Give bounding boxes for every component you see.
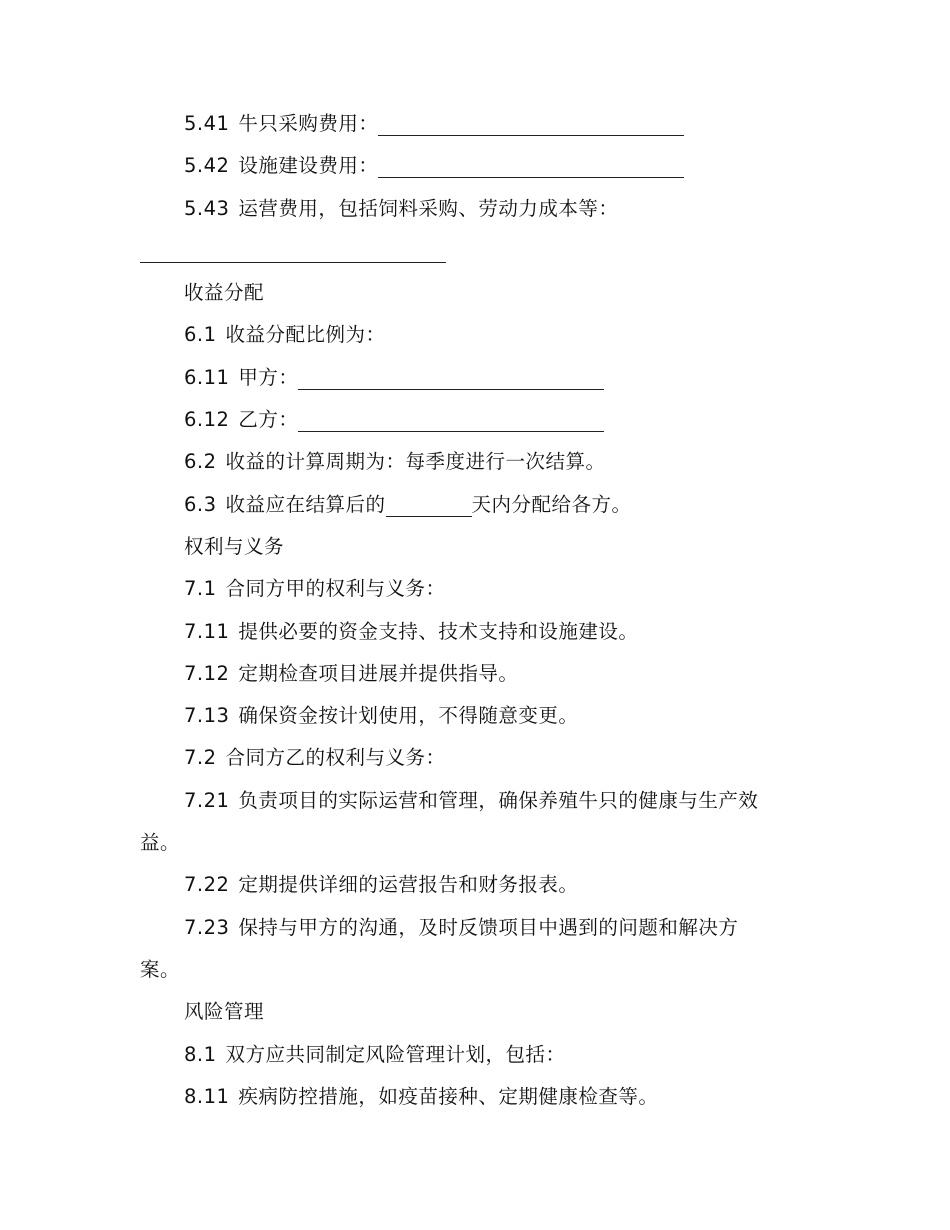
clause-text: 提供必要的资金支持、技术支持和设施建设。 — [238, 619, 639, 643]
clause-text: 定期检查项目进展并提供指导。 — [238, 661, 519, 685]
clause-text: 设施建设费用： — [238, 154, 379, 178]
fill-in-blank[interactable] — [386, 494, 472, 517]
clause-number: 5.41 — [184, 112, 230, 135]
fill-in-blank[interactable] — [378, 155, 684, 178]
clause-text: 疾病防控措施，如疫苗接种、定期健康检查等。 — [238, 1084, 659, 1108]
clause-5-43-blank-line — [140, 230, 810, 272]
clause-number: 5.42 — [184, 154, 230, 178]
clause-number: 7.2 — [184, 746, 217, 770]
clause-number: 7.11 — [184, 619, 230, 643]
clause-text: 乙方： — [238, 408, 299, 432]
clause-number: 6.3 — [184, 492, 217, 516]
clause-5-42 — [140, 145, 810, 187]
clause-7-1 — [140, 568, 810, 610]
clause-5-43 — [140, 188, 810, 230]
fill-in-blank[interactable] — [140, 240, 446, 263]
clause-number: 8.1 — [184, 1042, 217, 1066]
clause-number: 5.43 — [184, 196, 230, 220]
clause-8-1 — [140, 1034, 810, 1076]
clause-6-1 — [140, 314, 810, 356]
clause-7-22 — [140, 864, 810, 906]
clause-number: 7.23 — [184, 915, 230, 939]
clause-text: 合同方甲的权利与义务： — [225, 577, 446, 601]
clause-text: 定期提供详细的运营报告和财务报表。 — [238, 873, 579, 897]
clause-7-23 — [140, 907, 810, 949]
clause-number: 7.21 — [184, 788, 230, 812]
clause-text: 负责项目的实际运营和管理，确保养殖牛只的健康与生产效 — [238, 788, 759, 812]
clause-text: 合同方乙的权利与义务： — [225, 746, 446, 770]
clause-number: 6.11 — [184, 365, 230, 389]
fill-in-blank[interactable] — [378, 113, 684, 136]
clause-number: 7.22 — [184, 873, 230, 897]
clause-5-41 — [140, 103, 810, 145]
clause-number: 7.13 — [184, 704, 230, 728]
clause-text: 运营费用，包括饲料采购、劳动力成本等： — [238, 196, 619, 220]
clause-7-11 — [140, 611, 810, 653]
clause-text: 收益分配比例为： — [225, 323, 386, 347]
clause-7-2 — [140, 737, 810, 779]
clause-number: 7.12 — [184, 661, 230, 685]
clause-6-2 — [140, 441, 810, 483]
clause-7-21-continuation: 益。 — [140, 831, 181, 855]
clause-text: 收益的计算周期为：每季度进行一次结算。 — [225, 450, 606, 474]
clause-text: 甲方： — [238, 365, 299, 389]
clause-number: 8.11 — [184, 1084, 230, 1108]
section-heading-7: 权利与义务 — [184, 534, 285, 558]
fill-in-blank[interactable] — [298, 409, 604, 432]
clause-6-11 — [140, 357, 810, 399]
clause-number: 6.2 — [184, 450, 217, 474]
section-heading-6: 收益分配 — [184, 281, 265, 305]
clause-text: 双方应共同制定风险管理计划，包括： — [225, 1042, 566, 1066]
clause-number: 6.1 — [184, 323, 217, 347]
clause-text: 牛只采购费用： — [238, 112, 379, 135]
clause-text: 保持与甲方的沟通，及时反馈项目中遇到的问题和解决方 — [238, 915, 739, 939]
clause-6-3 — [140, 484, 810, 526]
clause-number: 6.12 — [184, 408, 230, 432]
clause-7-23-continuation: 案。 — [140, 957, 181, 981]
clause-text: 收益应在结算后的 — [225, 492, 386, 516]
clause-number: 7.1 — [184, 577, 217, 601]
section-heading-8: 风险管理 — [184, 1000, 265, 1024]
clause-7-21 — [140, 780, 810, 822]
document-body — [140, 103, 810, 1118]
clause-7-13 — [140, 695, 810, 737]
clause-6-12 — [140, 399, 810, 441]
clause-8-11 — [140, 1076, 810, 1118]
clause-7-12 — [140, 653, 810, 695]
clause-text: 天内分配给各方。 — [471, 492, 632, 516]
fill-in-blank[interactable] — [298, 367, 604, 390]
clause-text: 确保资金按计划使用，不得随意变更。 — [238, 704, 579, 728]
